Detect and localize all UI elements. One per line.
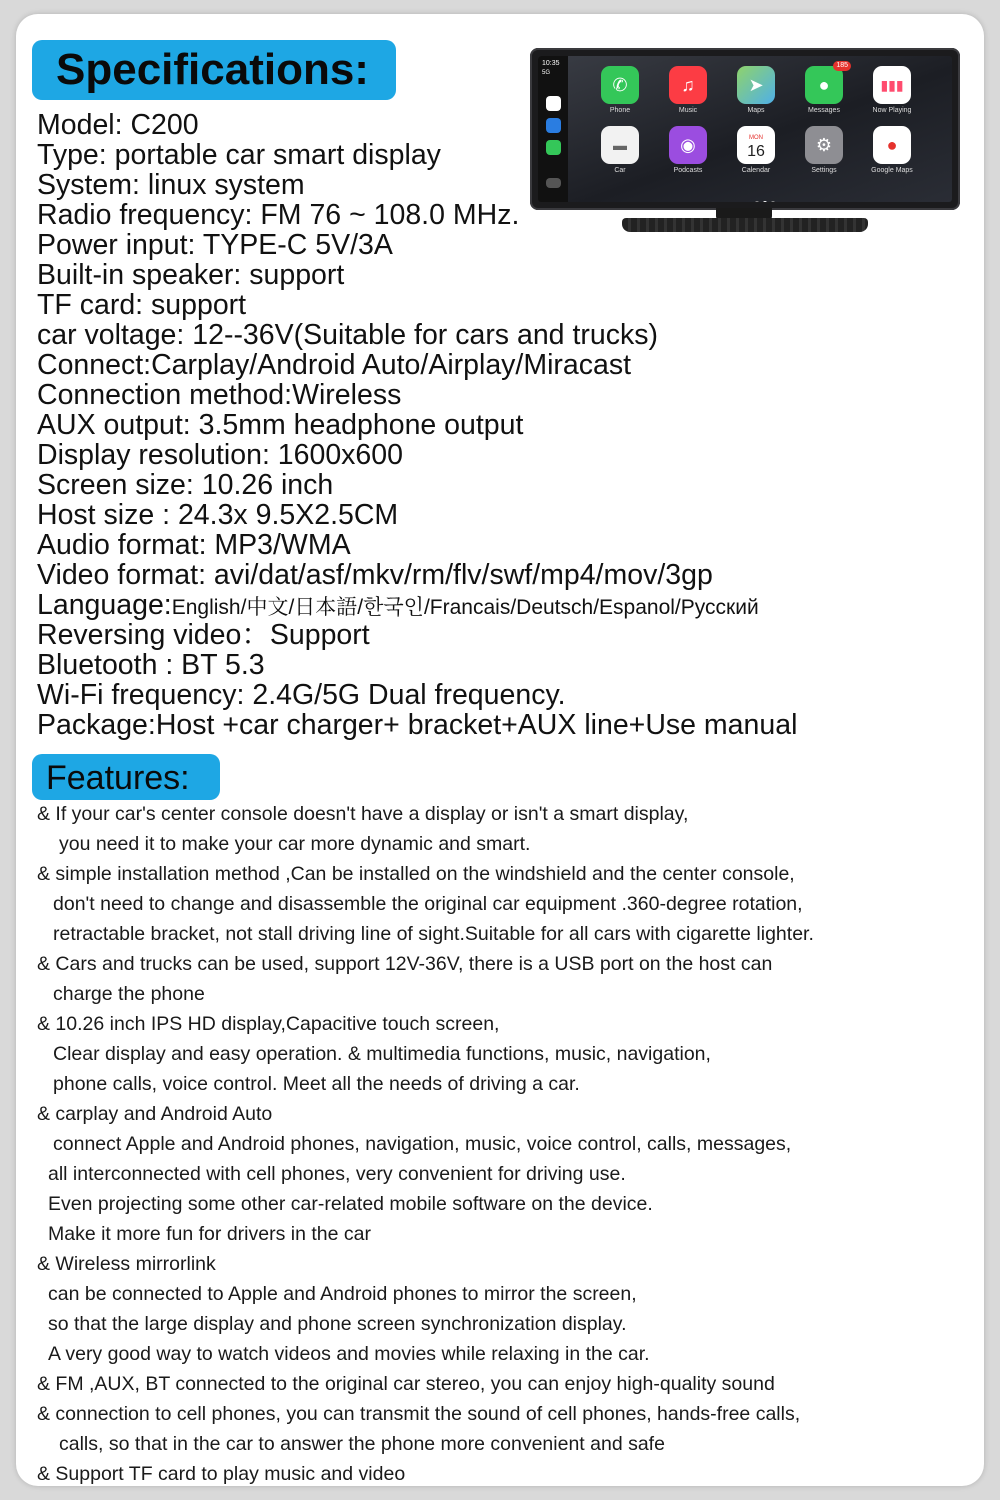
app-messages <box>790 62 858 114</box>
carplay-sidebar <box>538 56 568 202</box>
product-spec-card <box>16 14 984 1486</box>
calendar-month: MON <box>749 135 763 141</box>
feature-line: & Support TF card to play music and video <box>37 1463 406 1485</box>
device-mount-base <box>622 218 868 232</box>
app-calendar <box>722 126 790 174</box>
calendar-day: 16 <box>747 143 765 160</box>
app-settings <box>790 126 858 174</box>
spec-item: Wi-Fi frequency: 2.4G/5G Dual frequency. <box>37 679 566 711</box>
app-google-maps <box>858 126 926 174</box>
spec-item: Reversing video：Support <box>37 619 370 651</box>
app-label: Maps <box>747 107 765 114</box>
spec-item: System: linux system <box>37 169 305 201</box>
spec-item: Package:Host +car charger+ bracket+AUX line+Use manual <box>37 709 798 741</box>
app-now-playing <box>858 66 926 114</box>
messages-badge: 185 <box>833 61 851 71</box>
feature-line: calls, so that in the car to answer the phone more convenient and safe <box>59 1433 665 1455</box>
page-dot <box>771 201 775 202</box>
sidebar-grid-icon <box>546 178 561 188</box>
features-heading: Features: <box>32 754 220 800</box>
car-display-device-image <box>530 48 960 253</box>
page-dot <box>755 201 759 202</box>
spec-item: Type: portable car smart display <box>37 139 441 171</box>
spec-item: Built-in speaker: support <box>37 259 345 291</box>
feature-line: phone calls, voice control. Meet all the needs of driving a car. <box>53 1073 580 1095</box>
feature-line: & simple installation method ,Can be installed on the windshield and the center console, <box>37 863 795 885</box>
page-dot-active <box>763 201 767 202</box>
spec-item: AUX output: 3.5mm headphone output <box>37 409 524 441</box>
page-dots <box>753 192 777 202</box>
app-label: Car <box>614 167 626 174</box>
feature-line: A very good way to watch videos and movies while relaxing in the car. <box>48 1343 650 1365</box>
spec-item: Connect:Carplay/Android Auto/Airplay/Miracast <box>37 349 632 381</box>
feature-line: & 10.26 inch IPS HD display,Capacitive touch screen, <box>37 1013 500 1035</box>
app-car <box>586 126 654 174</box>
feature-line: don't need to change and disassemble the original car equipment .360-degree rotation, <box>53 893 803 915</box>
app-label: Settings <box>811 167 837 174</box>
feature-line: Clear display and easy operation. & multimedia functions, music, navigation, <box>53 1043 711 1065</box>
feature-line: you need it to make your car more dynamic and smart. <box>59 833 531 855</box>
feature-line: charge the phone <box>53 983 205 1005</box>
app-label: Messages <box>808 107 840 114</box>
feature-line: connect Apple and Android phones, navigation, music, voice control, calls, messages, <box>53 1133 792 1155</box>
app-label: Phone <box>609 107 631 114</box>
spec-item: Connection method:Wireless <box>37 379 402 411</box>
music-icon: ♫ <box>669 66 707 104</box>
feature-line: & Cars and trucks can be used, support 12V-36V, there is a USB port on the host can <box>37 953 773 975</box>
language-value: English/中文/日本語/한국인/Francais/Deutsch/Espanol/Русский <box>171 596 759 619</box>
feature-line: & If your car's center console doesn't have a display or isn't a smart display, <box>37 803 689 825</box>
spec-item: Audio format: MP3/WMA <box>37 529 351 561</box>
app-podcasts <box>654 126 722 174</box>
phone-icon: ✆ <box>601 66 639 104</box>
now-playing-icon: ▮▮▮ <box>873 66 911 104</box>
feature-line: so that the large display and phone screen synchronization display. <box>48 1313 627 1335</box>
device-screen <box>538 56 952 202</box>
sidebar-phone-icon <box>546 140 561 155</box>
google-maps-icon: ● <box>873 126 911 164</box>
spec-item: Radio frequency: FM 76 ~ 108.0 MHz. <box>37 199 520 231</box>
feature-line: & connection to cell phones, you can transmit the sound of cell phones, hands-free calls, <box>37 1403 801 1425</box>
spec-item: Host size : 24.3x 9.5X2.5CM <box>37 499 399 531</box>
features-list <box>37 799 814 1486</box>
app-maps <box>722 66 790 114</box>
feature-line: Even projecting some other car-related mobile software on the device. <box>48 1193 653 1215</box>
spec-item: Power input: TYPE-C 5V/3A <box>37 229 393 261</box>
feature-line: all interconnected with cell phones, very convenient for driving use. <box>48 1163 626 1185</box>
feature-line: & FM ,AUX, BT connected to the original car stereo, you can enjoy high-quality sound <box>37 1373 775 1395</box>
spec-item: Video format: avi/dat/asf/mkv/rm/flv/swf/mp4/mov/3gp <box>37 559 713 591</box>
app-music <box>654 66 722 114</box>
status-time: 10:35 <box>542 60 560 67</box>
feature-line: can be connected to Apple and Android phones to mirror the screen, <box>48 1283 637 1305</box>
messages-icon: ● 185 <box>805 66 843 104</box>
spec-item: Bluetooth : BT 5.3 <box>37 649 265 681</box>
sidebar-maps-icon <box>546 96 561 111</box>
settings-icon: ⚙ <box>805 126 843 164</box>
feature-line: & carplay and Android Auto <box>37 1103 273 1125</box>
podcasts-icon: ◉ <box>669 126 707 164</box>
car-icon: ▬ <box>601 126 639 164</box>
app-label: Music <box>678 107 698 114</box>
device-bezel <box>530 48 960 210</box>
feature-line: & Wireless mirrorlink <box>37 1253 216 1275</box>
language-label: Language: <box>37 589 172 621</box>
feature-line: Make it more fun for drivers in the car <box>48 1223 371 1245</box>
maps-icon: ➤ <box>737 66 775 104</box>
app-label: Calendar <box>741 167 771 174</box>
app-label: Google Maps <box>871 167 913 174</box>
calendar-icon <box>737 126 775 164</box>
sidebar-app-icon <box>546 118 561 133</box>
status-signal: 5G <box>542 70 551 76</box>
spec-item-language <box>37 590 797 620</box>
spec-item: Screen size: 10.26 inch <box>37 469 334 501</box>
spec-item: Model: C200 <box>37 109 199 141</box>
spec-item: TF card: support <box>37 289 247 321</box>
app-label: Now Playing <box>872 107 912 114</box>
spec-item: Display resolution: 1600x600 <box>37 439 403 471</box>
specifications-heading: Specifications: <box>32 40 396 100</box>
spec-item: car voltage: 12--36V(Suitable for cars and trucks) <box>37 319 658 351</box>
app-phone <box>586 66 654 114</box>
app-label: Podcasts <box>673 167 703 174</box>
feature-line: retractable bracket, not stall driving line of sight.Suitable for all cars with cigarette lighter. <box>53 923 814 945</box>
